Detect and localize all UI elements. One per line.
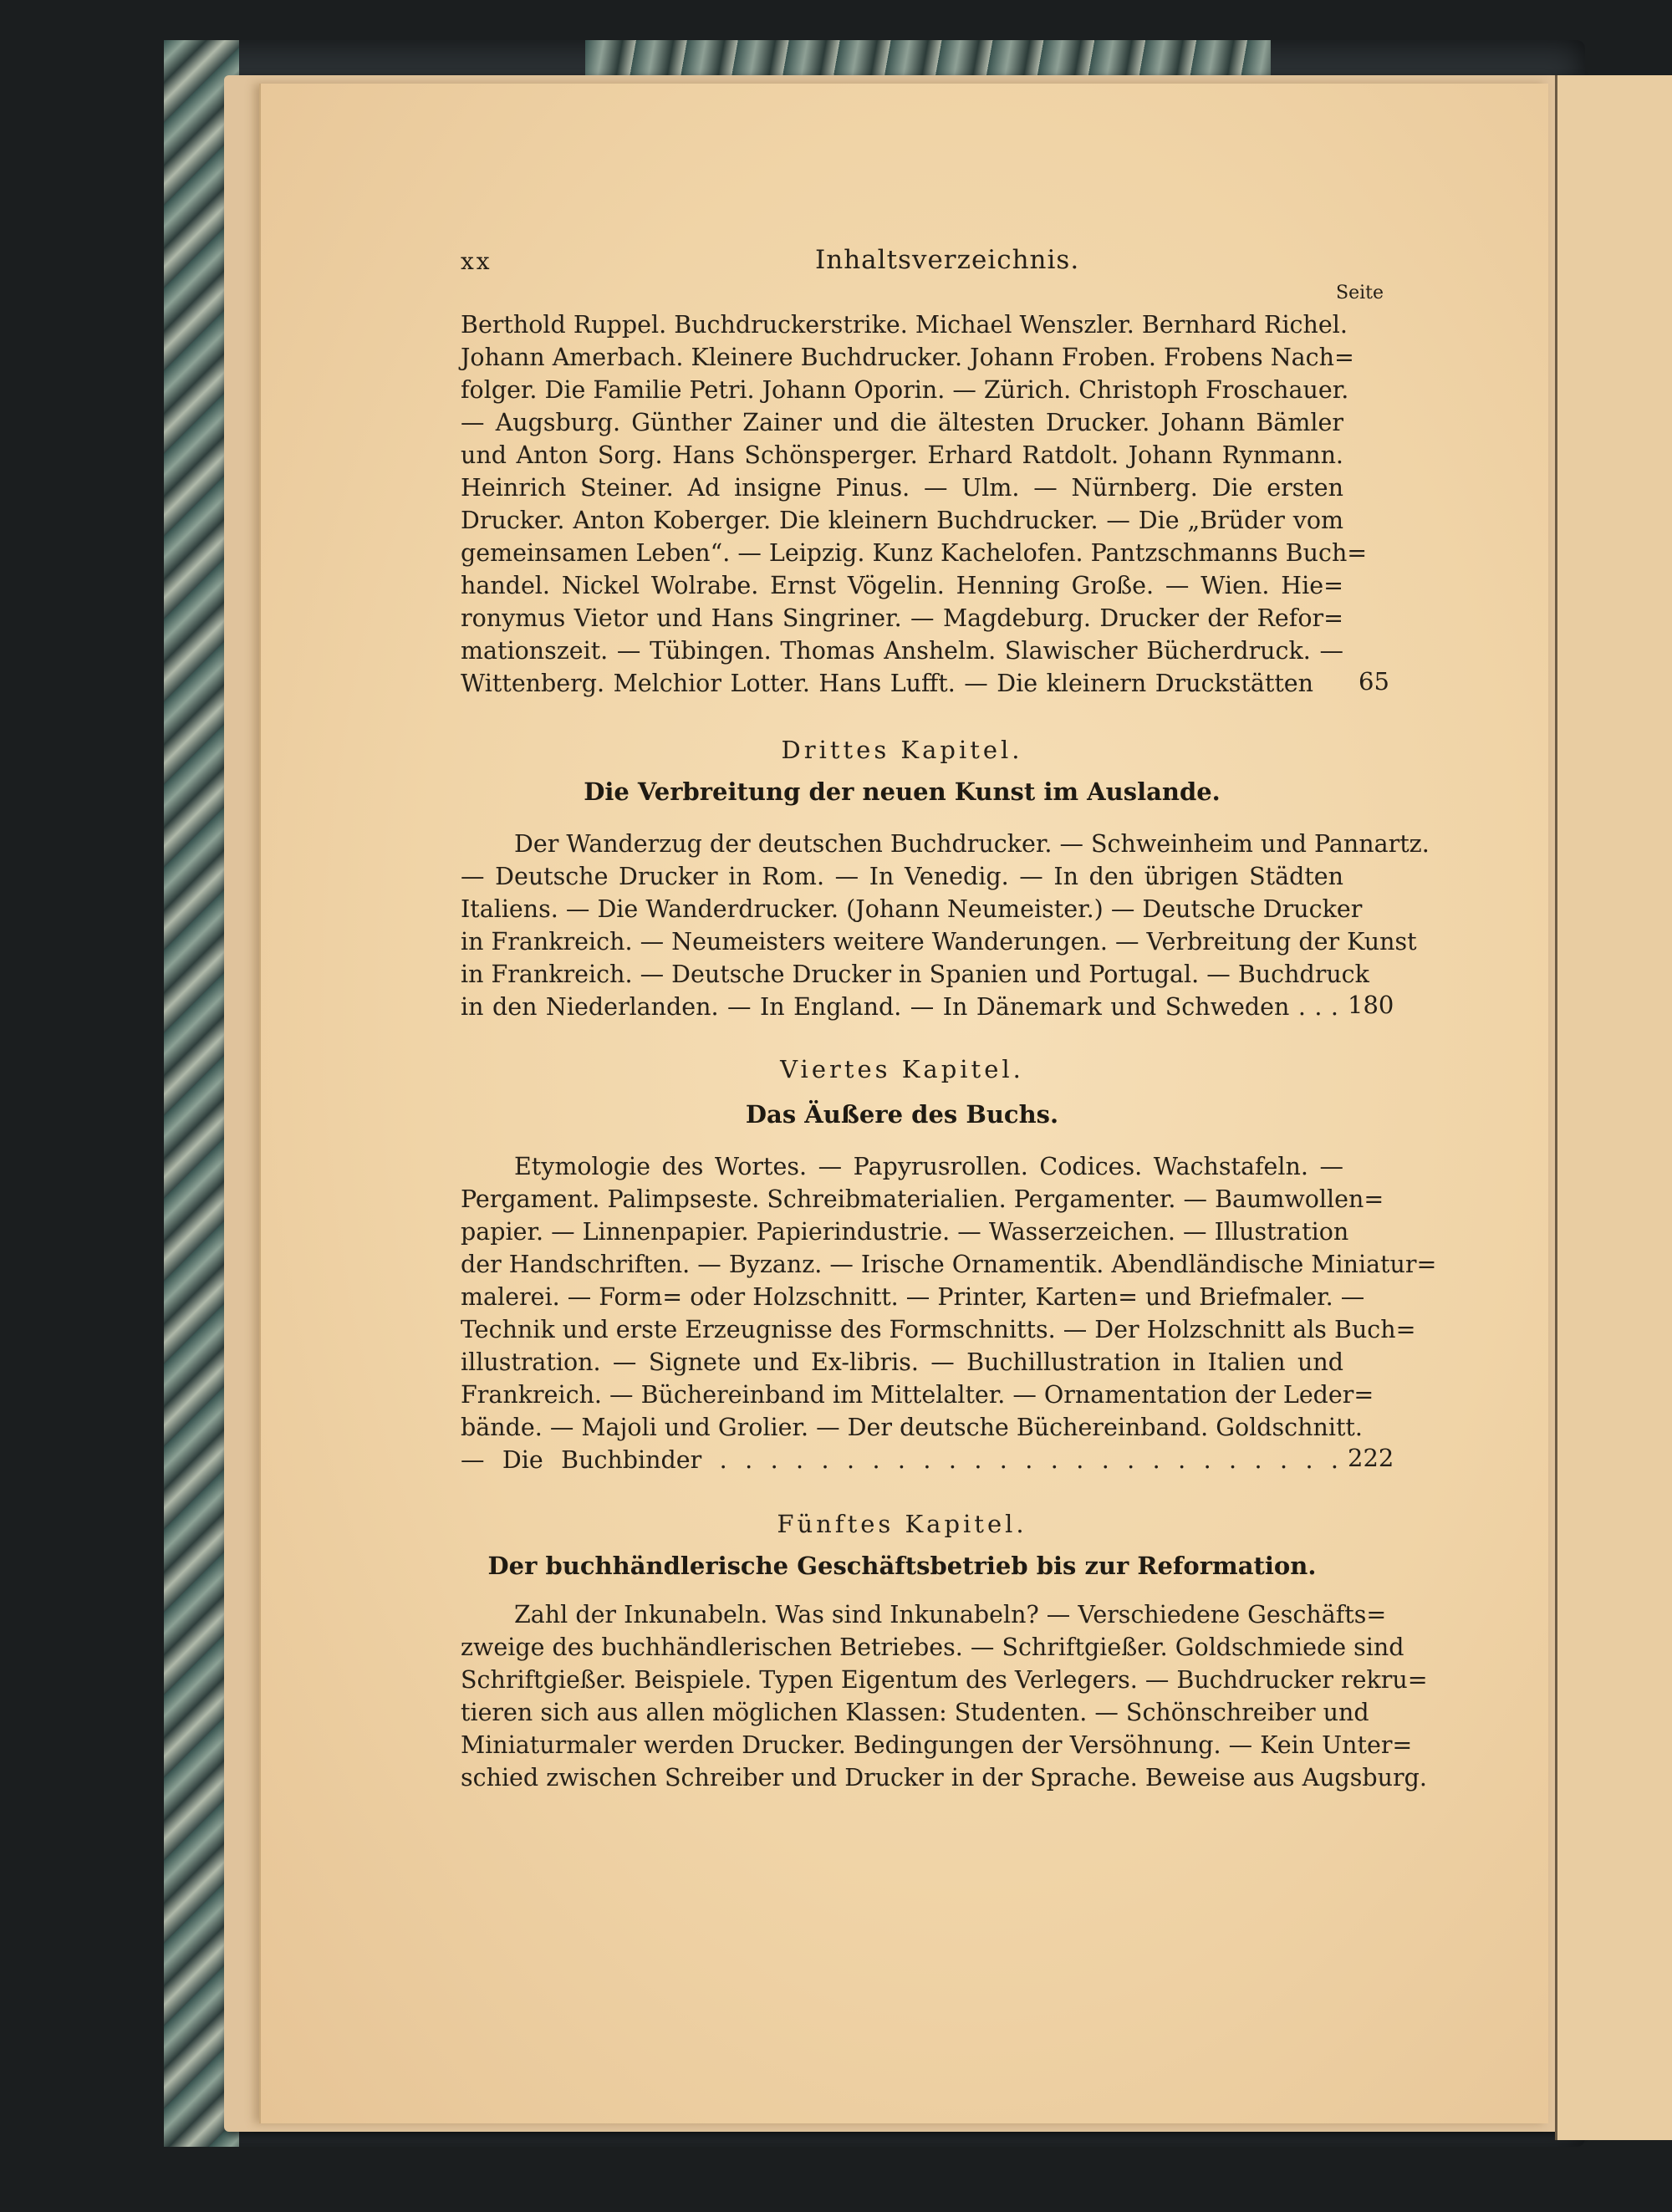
toc-line: Frankreich. — Büchereinband im Mittelalter. — Ornamentation der Leder= [461, 1381, 1374, 1409]
page-number: 222 [1348, 1444, 1394, 1472]
toc-line: Miniaturmaler werden Drucker. Bedingungen der Versöhnung. — Kein Unter= [461, 1731, 1413, 1759]
toc-line: mationszeit. — Tübingen. Thomas Anshelm. Slawischer Bücherdruck. — [461, 637, 1343, 665]
toc-line: Pergament. Palimpseste. Schreibmaterialien. Pergamenter. — Baumwollen= [461, 1185, 1384, 1213]
column-label: Seite [1336, 283, 1384, 303]
toc-line: in den Niederlanden. — In England. — In Dänemark und Schweden . . . [461, 993, 1338, 1021]
chapter-heading: Fünftes Kapitel. [777, 1510, 1027, 1538]
toc-line: folger. Die Familie Petri. Johann Oporin. — Zürich. Christoph Froschauer. [461, 376, 1349, 404]
chapter-subtitle: Das Äußere des Buchs. [745, 1100, 1059, 1129]
toc-line: Heinrich Steiner. Ad insigne Pinus. — Ulm. — Nürnberg. Die ersten [461, 474, 1343, 502]
toc-line: gemeinsamen Leben“. — Leipzig. Kunz Kachelofen. Pantzschmanns Buch= [461, 539, 1368, 567]
page-title: Inhaltsverzeichnis. [815, 245, 1080, 275]
toc-line: — Augsburg. Günther Zainer und die ältesten Drucker. Johann Bämler [461, 409, 1343, 436]
toc-line: in Frankreich. — Neumeisters weitere Wanderungen. — Verbreitung der Kunst [461, 928, 1417, 956]
page-label: xx [461, 247, 492, 275]
page-number: 180 [1348, 991, 1394, 1019]
toc-line: Drucker. Anton Koberger. Die kleinern Buchdrucker. — Die „Brüder vom [461, 507, 1343, 534]
facing-page-edge [1555, 75, 1672, 2140]
chapter-heading: Drittes Kapitel. [781, 736, 1023, 764]
toc-line: papier. — Linnenpapier. Papierindustrie. — Wasserzeichen. — Illustration [461, 1218, 1349, 1246]
toc-line: und Anton Sorg. Hans Schönsperger. Erhard Ratdolt. Johann Rynmann. [461, 441, 1343, 469]
chapter-subtitle: Die Verbreitung der neuen Kunst im Auslande. [584, 777, 1221, 806]
chapter-heading: Viertes Kapitel. [780, 1055, 1024, 1083]
toc-line: Zahl der Inkunabeln. Was sind Inkunabeln? — Verschiedene Geschäfts= [514, 1601, 1387, 1628]
toc-line: handel. Nickel Wolrabe. Ernst Vögelin. Henning Große. — Wien. Hie= [461, 572, 1343, 599]
toc-line: illustration. — Signete und Ex-libris. — Buchillustration in Italien und [461, 1348, 1343, 1376]
toc-line: malerei. — Form= oder Holzschnitt. — Printer, Karten= und Briefmaler. — [461, 1283, 1365, 1311]
toc-line: Etymologie des Wortes. — Papyrusrollen. Codices. Wachstafeln. — [514, 1153, 1343, 1180]
chapter-subtitle: Der buchhändlerische Geschäftsbetrieb bis zur Reformation. [487, 1552, 1317, 1580]
toc-line: Der Wanderzug der deutschen Buchdrucker. — Schweinheim und Pannartz. [514, 830, 1430, 858]
toc-line: Schriftgießer. Beispiele. Typen Eigentum des Verlegers. — Buchdrucker rekru= [461, 1666, 1428, 1694]
toc-line: Berthold Ruppel. Buchdruckerstrike. Michael Wenszler. Bernhard Richel. [461, 311, 1348, 339]
toc-line: in Frankreich. — Deutsche Drucker in Spanien und Portugal. — Buchdruck [461, 961, 1369, 988]
toc-line: zweige des buchhändlerischen Betriebes. — Schriftgießer. Goldschmiede sind [461, 1634, 1404, 1661]
toc-line: Italiens. — Die Wanderdrucker. (Johann Neumeister.) — Deutsche Drucker [461, 895, 1363, 923]
toc-line: der Handschriften. — Byzanz. — Irische Ornamentik. Abendländische Miniatur= [461, 1251, 1437, 1278]
toc-line: tieren sich aus allen möglichen Klassen: Studenten. — Schönschreiber und [461, 1699, 1369, 1726]
toc-line: Johann Amerbach. Kleinere Buchdrucker. Johann Froben. Frobens Nach= [461, 344, 1354, 371]
toc-line: bände. — Majoli und Grolier. — Der deutsche Büchereinband. Goldschnitt. [461, 1414, 1363, 1441]
toc-line: ronymus Vietor und Hans Singriner. — Magdeburg. Drucker der Refor= [461, 604, 1343, 632]
page-number: 65 [1358, 667, 1389, 696]
toc-line: — Deutsche Drucker in Rom. — In Venedig. — In den übrigen Städten [461, 863, 1343, 890]
toc-line: — Die Buchbinder . . . . . . . . . . . . . . . . . . . . . . . . . [461, 1446, 1338, 1474]
toc-line: schied zwischen Schreiber und Drucker in der Sprache. Beweise aus Augsburg. [461, 1764, 1427, 1792]
toc-line: Wittenberg. Melchior Lotter. Hans Lufft. — Die kleinern Druckstätten [461, 670, 1313, 697]
toc-line: Technik und erste Erzeugnisse des Formschnitts. — Der Holzschnitt als Buch= [461, 1316, 1416, 1343]
